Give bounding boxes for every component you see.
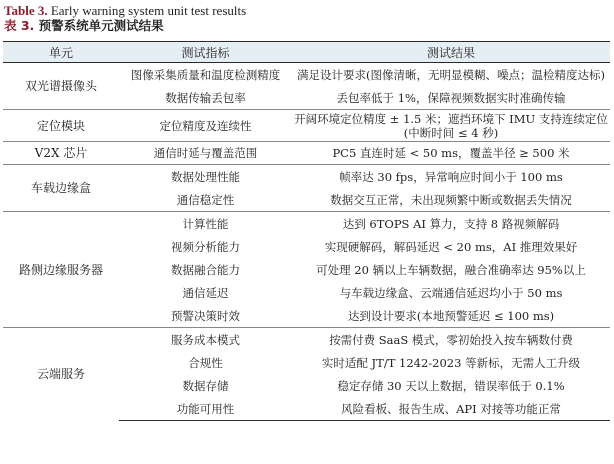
unit-cell: 定位模块: [3, 110, 119, 142]
caption-zh-text: 预警系统单元测试结果: [34, 18, 164, 33]
metric-cell: 数据存储: [182, 378, 229, 393]
result-cell: 风险看板、报告生成、API 对接等功能正常: [292, 397, 610, 421]
table-row: [3, 328, 610, 352]
result-line-2: (中断时间 ≤ 4 秒): [403, 125, 499, 140]
metric-cell: 通信稳定性: [176, 192, 235, 207]
metric-cell: 图像采集质量和温度检测精度: [119, 63, 292, 87]
caption-en-text: Early warning system unit test results: [47, 3, 247, 18]
result-line-1: 开阔环境定位精度 ± 1.5 米；遮挡环境下 IMU 支持连续定位: [294, 111, 608, 126]
result-cell: 数据交互正常，未出现频繁中断或数据丢失情况: [330, 192, 572, 207]
metric-cell: 预警决策时效: [171, 308, 240, 323]
metric-cell: 合规性: [188, 355, 223, 370]
table-row: [3, 165, 610, 189]
metric-cell: 定位精度及连续性: [119, 110, 292, 142]
unit-cell: 双光谱摄像头: [3, 63, 119, 110]
result-cell: 可处理 20 辆以上车辆数据，融合准确率达 95%以上: [316, 262, 586, 277]
header-row: [3, 42, 610, 63]
header-result: 测试结果: [292, 42, 610, 63]
table-row: [3, 63, 610, 87]
caption-english: [4, 3, 246, 18]
result-cell: 按需付费 SaaS 模式，零初始投入按车辆数付费: [292, 328, 610, 352]
results-table: [3, 41, 610, 421]
result-cell: 与车载边缘盒、云端通信延迟均小于 50 ms: [339, 285, 563, 300]
result-cell: 达到设计要求(本地预警延迟 ≤ 100 ms): [347, 308, 555, 323]
metric-cell: 数据融合能力: [171, 262, 240, 277]
header-unit: 单元: [3, 42, 119, 63]
metric-cell: 服务成本模式: [119, 328, 292, 352]
table-row: [3, 212, 610, 236]
unit-cell: V2X 芯片: [3, 142, 119, 165]
table-row: [3, 142, 610, 165]
metric-cell: 数据处理性能: [119, 165, 292, 189]
unit-cell: 路侧边缘服务器: [3, 212, 119, 328]
result-cell: 实现硬解码，解码延迟 < 20 ms，AI 推理效果好: [324, 239, 578, 254]
metric-cell: 功能可用性: [119, 397, 292, 421]
result-cell: 实时适配 JT/T 1242-2023 等新标，无需人工升级: [321, 355, 581, 370]
caption-zh-label: 表 3.: [4, 18, 35, 33]
metric-cell: 通信时延与覆盖范围: [119, 142, 292, 165]
metric-cell: 通信延迟: [182, 285, 229, 300]
table-row: [3, 110, 610, 142]
metric-cell: 视频分析能力: [171, 239, 240, 254]
metric-cell: 计算性能: [119, 212, 292, 236]
metric-cell: 数据传输丢包率: [165, 90, 246, 105]
caption-en-label: Table 3.: [4, 3, 48, 18]
result-cell: 丢包率低于 1%，保障视频数据实时准确传输: [336, 90, 566, 105]
result-cell: PC5 直连时延 < 50 ms，覆盖半径 ≥ 500 米: [292, 142, 610, 165]
result-cell: 帧率达 30 fps，异常响应时间小于 100 ms: [292, 165, 610, 189]
unit-cell: 车载边缘盒: [3, 165, 119, 212]
result-cell: 达到 6TOPS AI 算力，支持 8 路视频解码: [292, 212, 610, 236]
result-cell: 满足设计要求(图像清晰，无明显模糊、噪点；温检精度达标): [292, 63, 610, 87]
caption-chinese: [4, 18, 246, 34]
result-cell: [292, 110, 610, 142]
table-caption: [4, 3, 246, 34]
header-metric: 测试指标: [119, 42, 292, 63]
result-cell: 稳定存储 30 天以上数据，错误率低于 0.1%: [337, 378, 565, 393]
unit-cell: 云端服务: [3, 328, 119, 421]
